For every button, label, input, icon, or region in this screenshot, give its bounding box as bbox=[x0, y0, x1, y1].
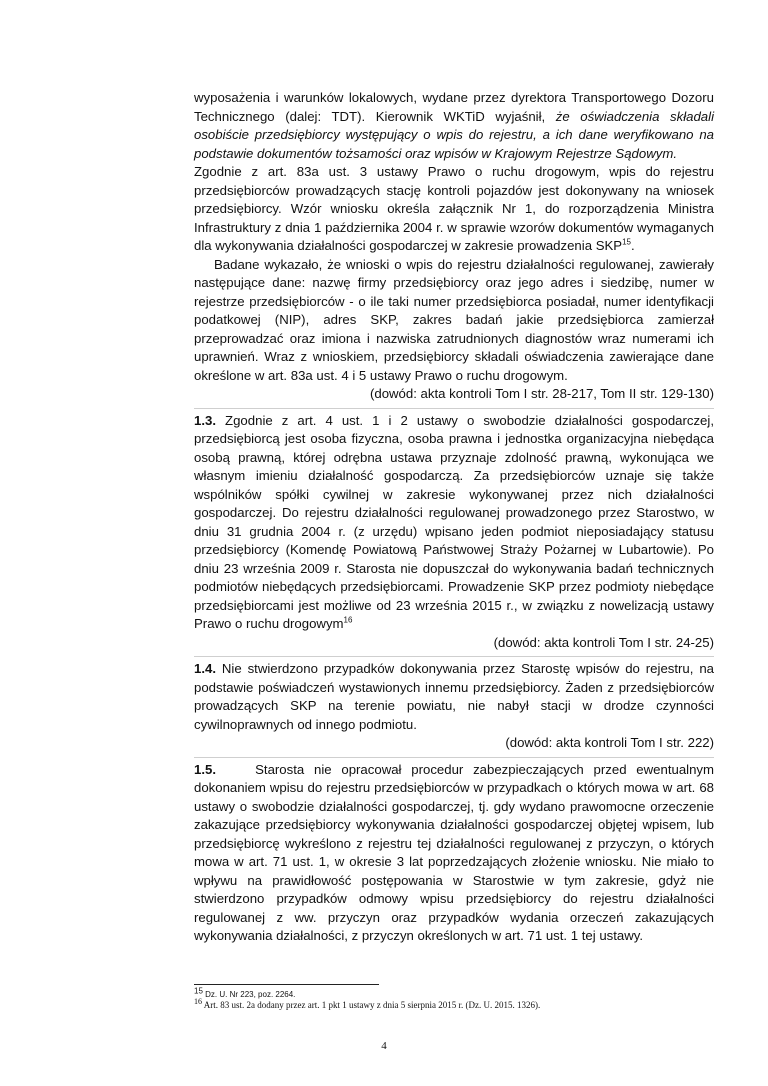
footnote-number: 15 bbox=[194, 986, 203, 996]
intro-paragraph bbox=[194, 89, 714, 163]
footnote-divider bbox=[194, 984, 379, 985]
evidence-source: (dowód: akta kontroli Tom I str. 28-217, Tom II str. 129-130) bbox=[369, 386, 714, 401]
section-paragraph bbox=[194, 761, 714, 946]
section-paragraph bbox=[194, 660, 714, 734]
footnote-text: Art. 83 ust. 2a dodany przez art. 1 pkt 1 ustawy z dnia 5 sierpnia 2015 r. (Dz. U. 2015. 1326). bbox=[203, 1000, 541, 1010]
section-number: 1.3. bbox=[194, 412, 216, 428]
paragraph-badane: Badane wykazało, że wnioski o wpis do rejestru działalności regulowanej, zawierały następujące dane: nazwę firmy przedsiębiorcy oraz jego adres i siedzibę, numer w rejestrze przedsiębiorców - o ile taki numer przedsiębiorca posiadał, numer identyfikacji podatkowej (NIP), adres SKP, zakres badań jakie przedsiębiorca zamierzał przeprowadzać oraz imiona i nazwiska zatrudnionych diagnostów wraz numerami ich uprawnień. Wraz z wnioskiem, przedsiębiorcy składali oświadczenia zawierające dane określone w art. 83a ust. 4 i 5 ustawy Prawo o ruchu drogowym. bbox=[194, 256, 714, 383]
section-paragraph bbox=[194, 412, 714, 634]
footnote-ref-15[interactable]: 15 bbox=[622, 237, 631, 247]
footnote-number: 16 bbox=[194, 997, 202, 1006]
section-number: 1.4. bbox=[194, 661, 216, 676]
intro-text: wyposażenia i warunków lokalowych, wydane przez dyrektora Transportowego Dozoru Technicznego (dalej: TDT). Kierownik WKTiD wyjaśnił, bbox=[194, 90, 714, 124]
paragraph-art-83a: Zgodnie z art. 83a ust. 3 ustawy Prawo o ruchu drogowym, wpis do rejestru przedsiębiorców prowadzących stację kontroli pojazdów jest dokonywany na wniosek przedsiębiorcy. Wzór wniosku określa załącznik Nr 1, do rozporządzenia Ministra Infrastruktury z dnia 1 października 2004 r. w sprawie wzorów dokumentów wymaganych dla wykonywania działalności gospodarczej w zakresie prowadzenia SKP$^{15}$. bbox=[194, 164, 714, 253]
section-1-5 bbox=[194, 757, 714, 946]
para-text: Zgodnie z art. 83a ust. 3 ustawy Prawo o ruchu drogowym, wpis do rejestru przedsiębiorców prowadzących stację kontroli pojazdów jest dokonywany na wniosek przedsiębiorcy. Wzór wniosku określa załącznik Nr 1, do rozporządzenia Ministra Infrastruktury z dnia 1 października 2004 r. w sprawie wzorów dokumentów wymaganych dla wykonywania działalności gospodarczej w zakresie prowadzenia SKP bbox=[194, 164, 714, 253]
footnote-text: Dz. U. Nr 223, poz. 2264. bbox=[205, 990, 296, 999]
document-body bbox=[194, 89, 714, 946]
page-number: 4 bbox=[381, 1040, 387, 1052]
section-text: Nie stwierdzono przypadków dokonywania przez Starostę wpisów do rejestru, na podstawie poświadczeń wystawionych innemu przedsiębiorcy. Żaden z przedsiębiorców prowadzących SKP na terenie powiatu, nie nabył stacji w drodze czynności cywilnoprawnych od innego podmiotu. bbox=[194, 661, 714, 732]
section-1-4 bbox=[194, 656, 714, 753]
footnotes bbox=[194, 984, 714, 1011]
section-text: Zgodnie z art. 4 ust. 1 i 2 ustawy o swobodzie działalności gospodarczej, przedsiębiorcą jest osoba fizyczna, osoba prawna i jednostka organizacyjna niebędąca osobą prawną, której odrębna ustawa przyznaje zdolność prawną, wykonująca we własnym imieniu działalność gospodarczą. Za przedsiębiorców uznaje się także wspólników spółki cywilnej w zakresie wykonywanej przez nich działalności gospodarczej. Do rejestru działalności regulowanej prowadzonego przez Starostwo, w dniu 31 grudnia 2004 r. (z urzędu) wpisano jeden podmiot nieposiadający statusu przedsiębiorcy (Komendę Powiatową Państwowej Straży Pożarnej w Lubartowie). Po dniu 23 września 2009 r. Starosta nie dopuszczał do wykonywania badań technicznych podmiotów niebędących przedsiębiorcami. Prowadzenie SKP przez podmioty niebędące przedsiębiorcami jest możliwe od 23 września 2015 r., w związku z nowelizacją ustawy Prawo o ruchu drogowym bbox=[194, 412, 714, 631]
evidence-source: (dowód: akta kontroli Tom I str. 24-25) bbox=[493, 634, 714, 650]
evidence-source: (dowód: akta kontroli Tom I str. 222) bbox=[505, 735, 714, 750]
section-text: Starosta nie opracował procedur zabezpieczających przed ewentualnym dokonaniem wpisu do rejestru przedsiębiorców w przypadkach o których mowa w art. 68 ustawy o swobodzie działalności gospodarczej, tj. gdy wydano prawomocne orzeczenie zakazujące przedsiębiorcy wykonywania działalności gospodarczej objętej wpisem, lub przedsiębiorcę wykreślono z rejestru tej działalności regulowanej z przyczyn, o których mowa w art. 71 ust. 1, w okresie 3 lat poprzedzających złożenie wniosku. Nie miało to wpływu na prawidłowość postępowania w Starostwie w tym zakresie, gdyż nie stwierdzono przypadków odmowy wpisu przedsiębiorcy do rejestru działalności regulowanej z ww. przyczyn oraz przypadków wydania orzeczeń zakazujących wykonywania działalności, z przyczyn określonych w art. 71 ust. 1 tej ustawy. bbox=[194, 761, 715, 943]
footnote-ref-16[interactable]: 16 bbox=[343, 615, 353, 625]
footnote-16 bbox=[194, 997, 714, 1011]
footnote-15 bbox=[194, 986, 714, 1000]
section-number: 1.5. bbox=[194, 761, 216, 777]
section-1-3 bbox=[194, 408, 714, 653]
intro-quote: że oświadczenia składali osobiście przedsiębiorcy występujący o wpis do rejestru, a ich dane weryfikowano na podstawie dokumentów tożsamości oraz wpisów w Krajowym Rejestrze Sądowym. bbox=[194, 108, 715, 161]
